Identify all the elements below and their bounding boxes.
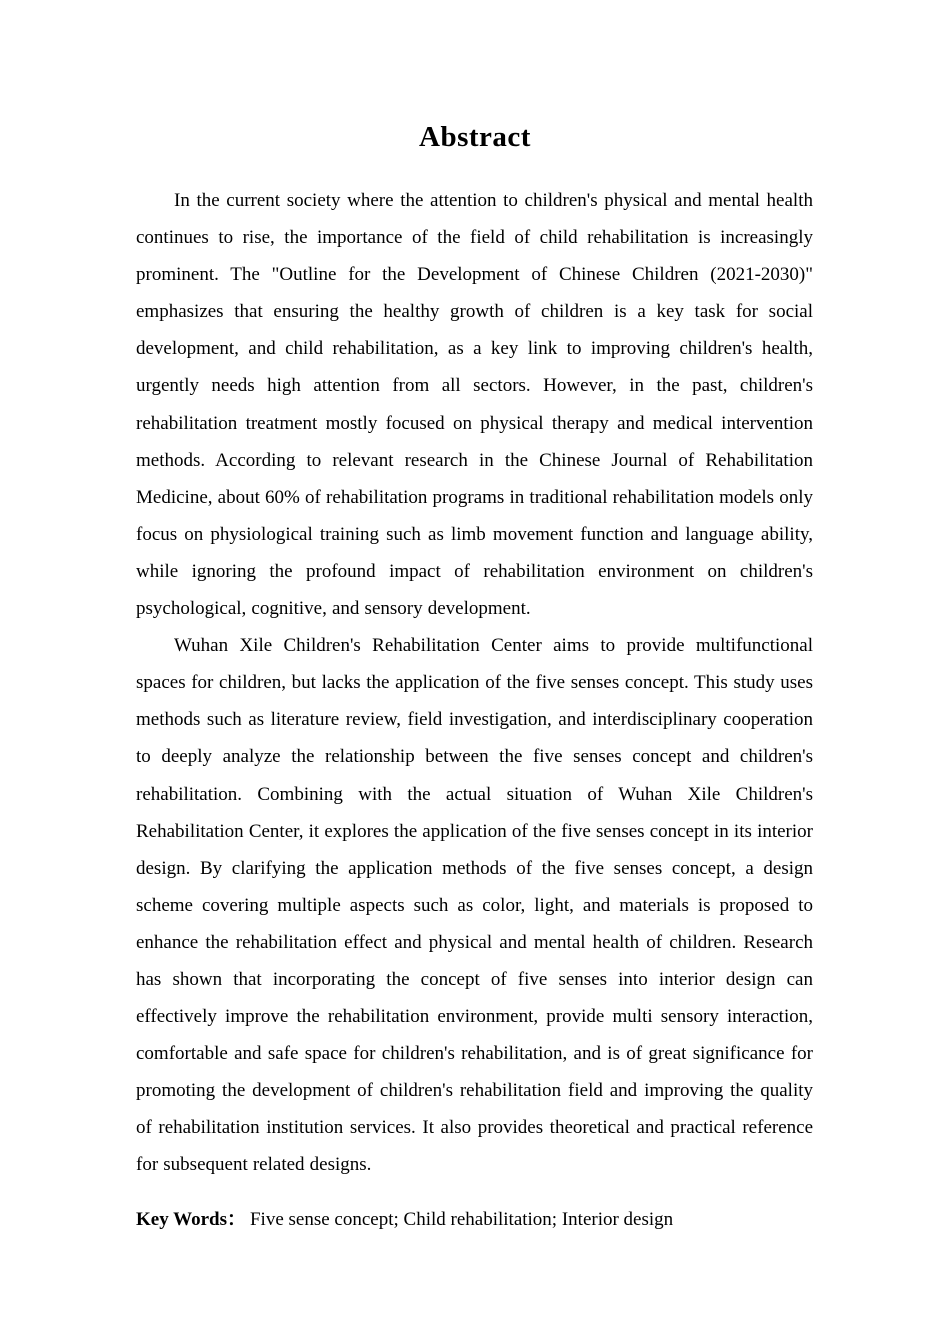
abstract-paragraph-2: Wuhan Xile Children's Rehabilitation Center aims to provide multifunctional spaces for children, but lacks the application of the five senses concept. This study uses methods such as literature review, field investigation, and interdisciplinary cooperation to deeply analyze the relationship between the five senses concept and children's rehabilitation. Combining with the actual situation of Wuhan Xile Children's Rehabilitation Center, it explores the application of the five senses concept in its interior design. By clarifying the application methods of the five senses concept, a design scheme covering multiple aspects such as color, light, and materials is proposed to enhance the rehabilitation effect and physical and mental health of children. Research has shown that incorporating the concept of five senses into interior design can effectively improve the rehabilitation environment, provide multi sensory interaction, comfortable and safe space for children's rehabilitation, and is of great significance for promoting the development of children's rehabilitation field and improving the quality of rehabilitation institution services. It also provides theoretical and practical reference for subsequent related designs.	[136, 635, 813, 1176]
abstract-paragraph-1: In the current society where the attention to children's physical and mental health continues to rise, the importance of the field of child rehabilitation is increasingly prominent. The "Outline for the Development of Chinese Children (2021-2030)" emphasizes that ensuring the healthy growth of children is a key task for social development, and child rehabilitation, as a key link to improving children's health, urgently needs high attention from all sectors. However, in the past, children's rehabilitation treatment mostly focused on physical therapy and medical intervention methods. According to relevant research in the Chinese Journal of Rehabilitation Medicine, about 60% of rehabilitation programs in traditional rehabilitation models only focus on physiological training such as limb movement function and language ability, while ignoring the profound impact of rehabilitation environment on children's psychological, cognitive, and sensory development.	[136, 190, 813, 620]
keywords-colon: ：	[226, 1208, 246, 1230]
keywords-value: Five sense concept; Child rehabilitation; Interior design	[249, 1208, 674, 1230]
keywords-label: Key Words	[136, 1208, 227, 1230]
keywords-line	[136, 1201, 813, 1238]
abstract-body	[136, 182, 813, 1238]
page-title: Abstract	[419, 121, 531, 153]
